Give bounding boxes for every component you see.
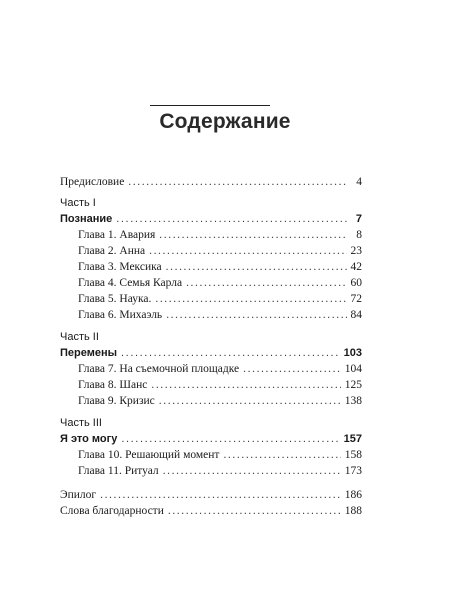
toc-entry-ch4[interactable]	[78, 275, 362, 291]
toc-entry-ch11[interactable]	[78, 463, 362, 479]
toc-entry-thanks[interactable]	[60, 503, 362, 519]
toc-entry-page: 7	[355, 213, 362, 225]
leader-dots	[166, 307, 346, 323]
toc-entry-label: Глава 8. Шанс	[78, 379, 148, 391]
toc-entry-page: 125	[344, 379, 362, 391]
part-label: Часть II	[60, 331, 99, 343]
toc-entry-part3[interactable]	[60, 431, 362, 447]
toc-entry-preface[interactable]	[60, 174, 362, 190]
toc-entry-label: Глава 2. Анна	[78, 245, 146, 257]
title-rule	[150, 105, 270, 106]
toc-entry-ch5[interactable]	[78, 291, 362, 307]
page-title: Содержание	[159, 110, 291, 133]
toc-entry-label: Глава 10. Решающий момент	[78, 449, 220, 461]
toc-entry-label: Глава 11. Ритуал	[78, 465, 159, 477]
toc-entry-page: 173	[344, 465, 362, 477]
leader-dots	[159, 227, 348, 243]
toc-entry-label: Глава 1. Авария	[78, 229, 156, 241]
leader-dots	[128, 174, 348, 190]
leader-dots	[159, 393, 341, 409]
toc-entry-page: 60	[350, 277, 362, 289]
toc-entry-part1[interactable]	[60, 211, 362, 227]
toc-entry-page: 4	[356, 176, 362, 188]
toc-entry-ch10[interactable]	[78, 447, 362, 463]
toc-entry-ch2[interactable]	[78, 243, 362, 259]
toc-entry-label: Глава 3. Мексика	[78, 261, 162, 273]
toc-entry-page: 188	[344, 505, 362, 517]
toc-entry-ch1[interactable]	[78, 227, 362, 243]
toc-entry-page: 42	[350, 261, 362, 273]
toc-entry-label: Эпилог	[60, 489, 97, 501]
leader-dots	[168, 503, 341, 519]
toc-entry-label: Глава 7. На съемочной площадке	[78, 363, 240, 375]
toc-entry-page: 84	[350, 309, 362, 321]
toc-entry-page: 138	[344, 395, 362, 407]
toc-entry-ch3[interactable]	[78, 259, 362, 275]
toc-entry-epilogue[interactable]	[60, 487, 362, 503]
leader-dots	[149, 243, 346, 259]
toc-entry-label: Перемены	[60, 347, 118, 359]
toc-entry-label: Глава 5. Наука.	[78, 293, 152, 305]
part-label: Часть I	[60, 197, 96, 209]
toc-entry-page: 23	[350, 245, 362, 257]
toc-entry-page: 103	[343, 347, 362, 359]
toc-entry-label: Предисловие	[60, 176, 125, 188]
toc-entry-page: 104	[344, 363, 362, 375]
toc-entry-label: Познание	[60, 213, 113, 225]
leader-dots	[151, 377, 340, 393]
toc-entry-page: 157	[343, 433, 362, 445]
leader-dots	[116, 211, 348, 227]
toc-entry-label: Глава 6. Михаэль	[78, 309, 163, 321]
toc-entry-page: 72	[350, 293, 362, 305]
toc-entry-part2[interactable]	[60, 345, 362, 361]
toc-entry-label: Глава 9. Кризис	[78, 395, 155, 407]
leader-dots	[186, 275, 346, 291]
leader-dots	[243, 361, 341, 377]
leader-dots	[155, 291, 346, 307]
leader-dots	[223, 447, 340, 463]
toc-entry-page: 8	[356, 229, 362, 241]
leader-dots	[100, 487, 341, 503]
toc-entry-label: Слова благодарности	[60, 505, 164, 517]
toc-entry-ch6[interactable]	[78, 307, 362, 323]
toc-entry-label: Глава 4. Семья Карла	[78, 277, 183, 289]
toc-entry-page: 158	[344, 449, 362, 461]
toc-entry-ch9[interactable]	[78, 393, 362, 409]
leader-dots	[163, 463, 341, 479]
toc-entry-ch8[interactable]	[78, 377, 362, 393]
toc-entry-label: Я это могу	[60, 433, 118, 445]
part-label: Часть III	[60, 417, 102, 429]
leader-dots	[166, 259, 347, 275]
toc-entry-ch7[interactable]	[78, 361, 362, 377]
leader-dots	[121, 345, 340, 361]
leader-dots	[121, 431, 339, 447]
toc-entry-page: 186	[344, 489, 362, 501]
